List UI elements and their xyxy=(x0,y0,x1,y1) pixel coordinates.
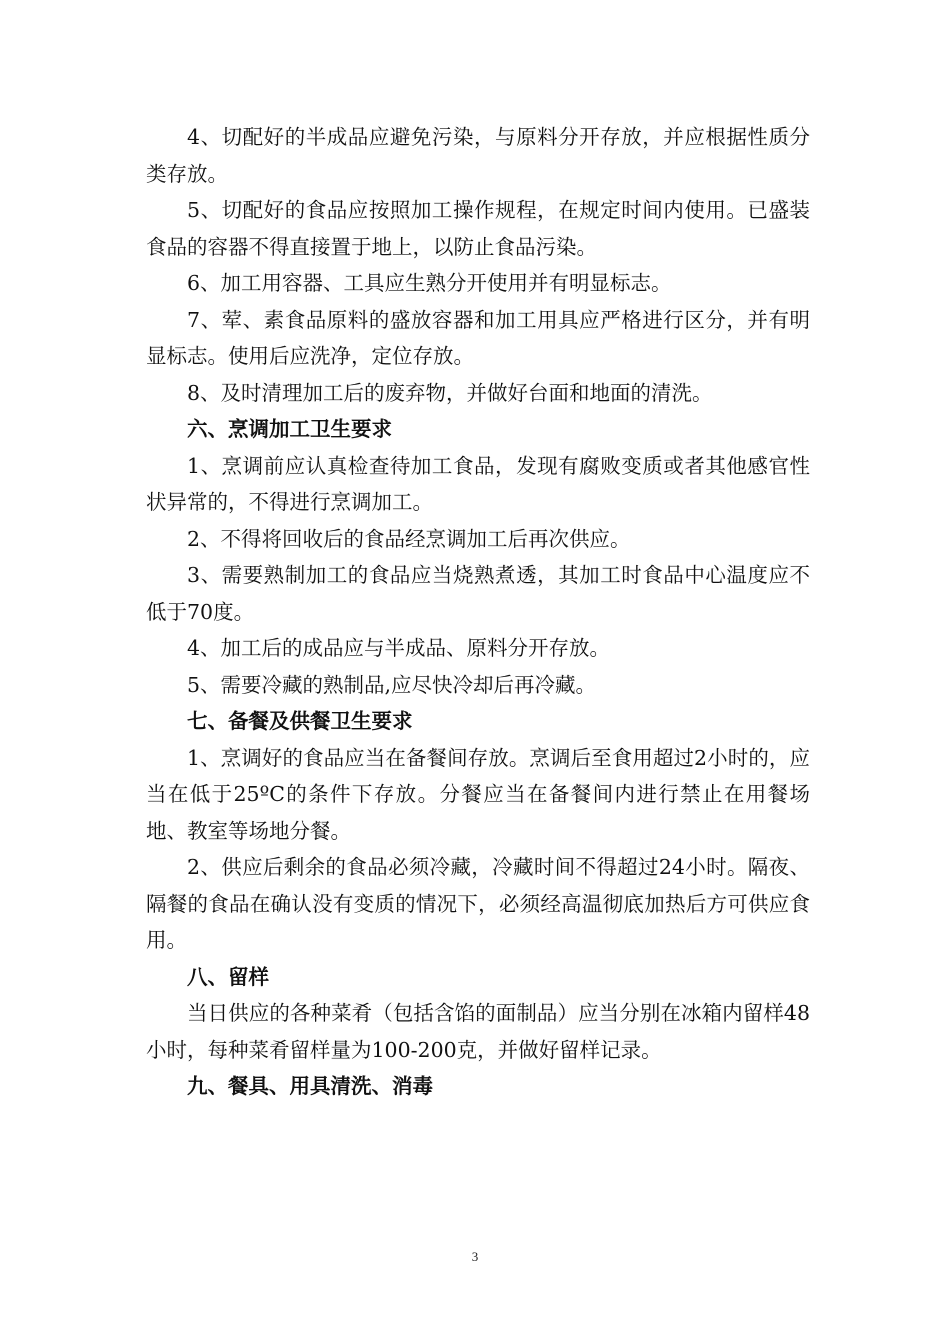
paragraph: 1、烹调前应认真检查待加工食品，发现有腐败变质或者其他感官性状异常的，不得进行烹调加工。 xyxy=(146,453,810,514)
page-number: 3 xyxy=(471,1249,479,1264)
paragraph: 4、切配好的半成品应避免污染，与原料分开存放，并应根据性质分类存放。 xyxy=(146,125,810,186)
paragraph: 2、供应后剩余的食品必须冷藏，冷藏时间不得超过24小时。隔夜、隔餐的食品在确认没有变质的情况下，必须经高温彻底加热后方可供应食用。 xyxy=(146,855,810,952)
paragraph: 6、加工用容器、工具应生熟分开使用并有明显标志。 xyxy=(187,271,672,295)
paragraph: 2、不得将回收后的食品经烹调加工后再次供应。 xyxy=(187,526,631,551)
section-heading: 九、餐具、用具清洗、消毒 xyxy=(187,1074,433,1098)
paragraph: 4、加工后的成品应与半成品、原料分开存放。 xyxy=(187,636,611,660)
paragraph: 5、切配好的食品应按照加工操作规程，在规定时间内使用。已盛装食品的容器不得直接置于地上，以防止食品污染。 xyxy=(146,198,810,259)
section-heading: 八、留样 xyxy=(187,964,269,989)
paragraph: 7、荤、素食品原料的盛放容器和加工用具应严格进行区分，并有明显标志。使用后应洗净，定位存放。 xyxy=(146,307,810,368)
paragraph: 8、及时清理加工后的废弃物，并做好台面和地面的清洗。 xyxy=(187,380,713,405)
paragraph: 5、需要冷藏的熟制品,应尽快冷却后再冷藏。 xyxy=(187,672,597,697)
paragraph: 3、需要熟制加工的食品应当烧熟煮透，其加工时食品中心温度应不低于70度。 xyxy=(146,563,810,624)
paragraph: 1、烹调好的食品应当在备餐间存放。烹调后至食用超过2小时的，应当在低于25ºC的条件下存放。分餐应当在备餐间内进行禁止在用餐场地、教室等场地分餐。 xyxy=(146,745,810,843)
section-heading: 六、烹调加工卫生要求 xyxy=(187,417,392,441)
section-heading: 七、备餐及供餐卫生要求 xyxy=(187,709,413,733)
paragraph: 当日供应的各种菜肴（包括含馅的面制品）应当分别在冰箱内留样48小时，每种菜肴留样量为100-200克，并做好留样记录。 xyxy=(146,1001,810,1062)
document-body xyxy=(146,119,810,1105)
